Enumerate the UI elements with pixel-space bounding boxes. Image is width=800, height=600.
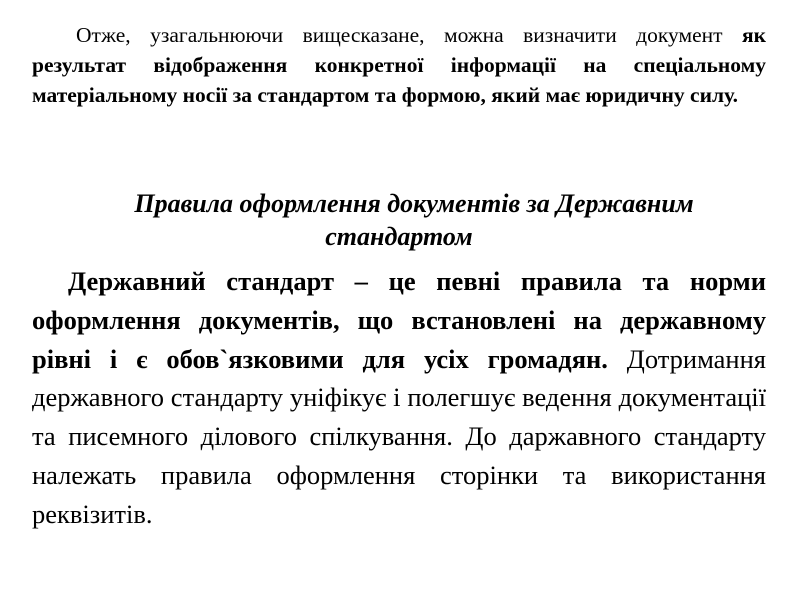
section-heading — [32, 187, 766, 253]
main-paragraph — [32, 262, 766, 534]
intro-definition-text: як результат відображення конкретної інформації на спеціальному матеріальному носії за стандартом та формою, який має юридичну силу. — [32, 23, 766, 107]
intro-paragraph — [32, 20, 766, 110]
main-bold-text: Державний стандарт – це певні правила та норми оформлення документів, що встановлені на державному рівні і є обов`язковими для усіх громадян. — [32, 266, 766, 374]
heading-line-1: Правила оформлення документів за Державним — [134, 189, 694, 218]
intro-lead-text: Отже, узагальнюючи вищесказане, можна визначити документ — [76, 23, 742, 47]
heading-line-2: стандартом — [325, 222, 473, 251]
main-rest-text: Дотримання державного стандарту уніфікує і полегшує ведення документації та писемного ділового спілкування. До даржавного стандарту належать правила оформлення сторінки та використання реквізитів. — [32, 343, 766, 529]
